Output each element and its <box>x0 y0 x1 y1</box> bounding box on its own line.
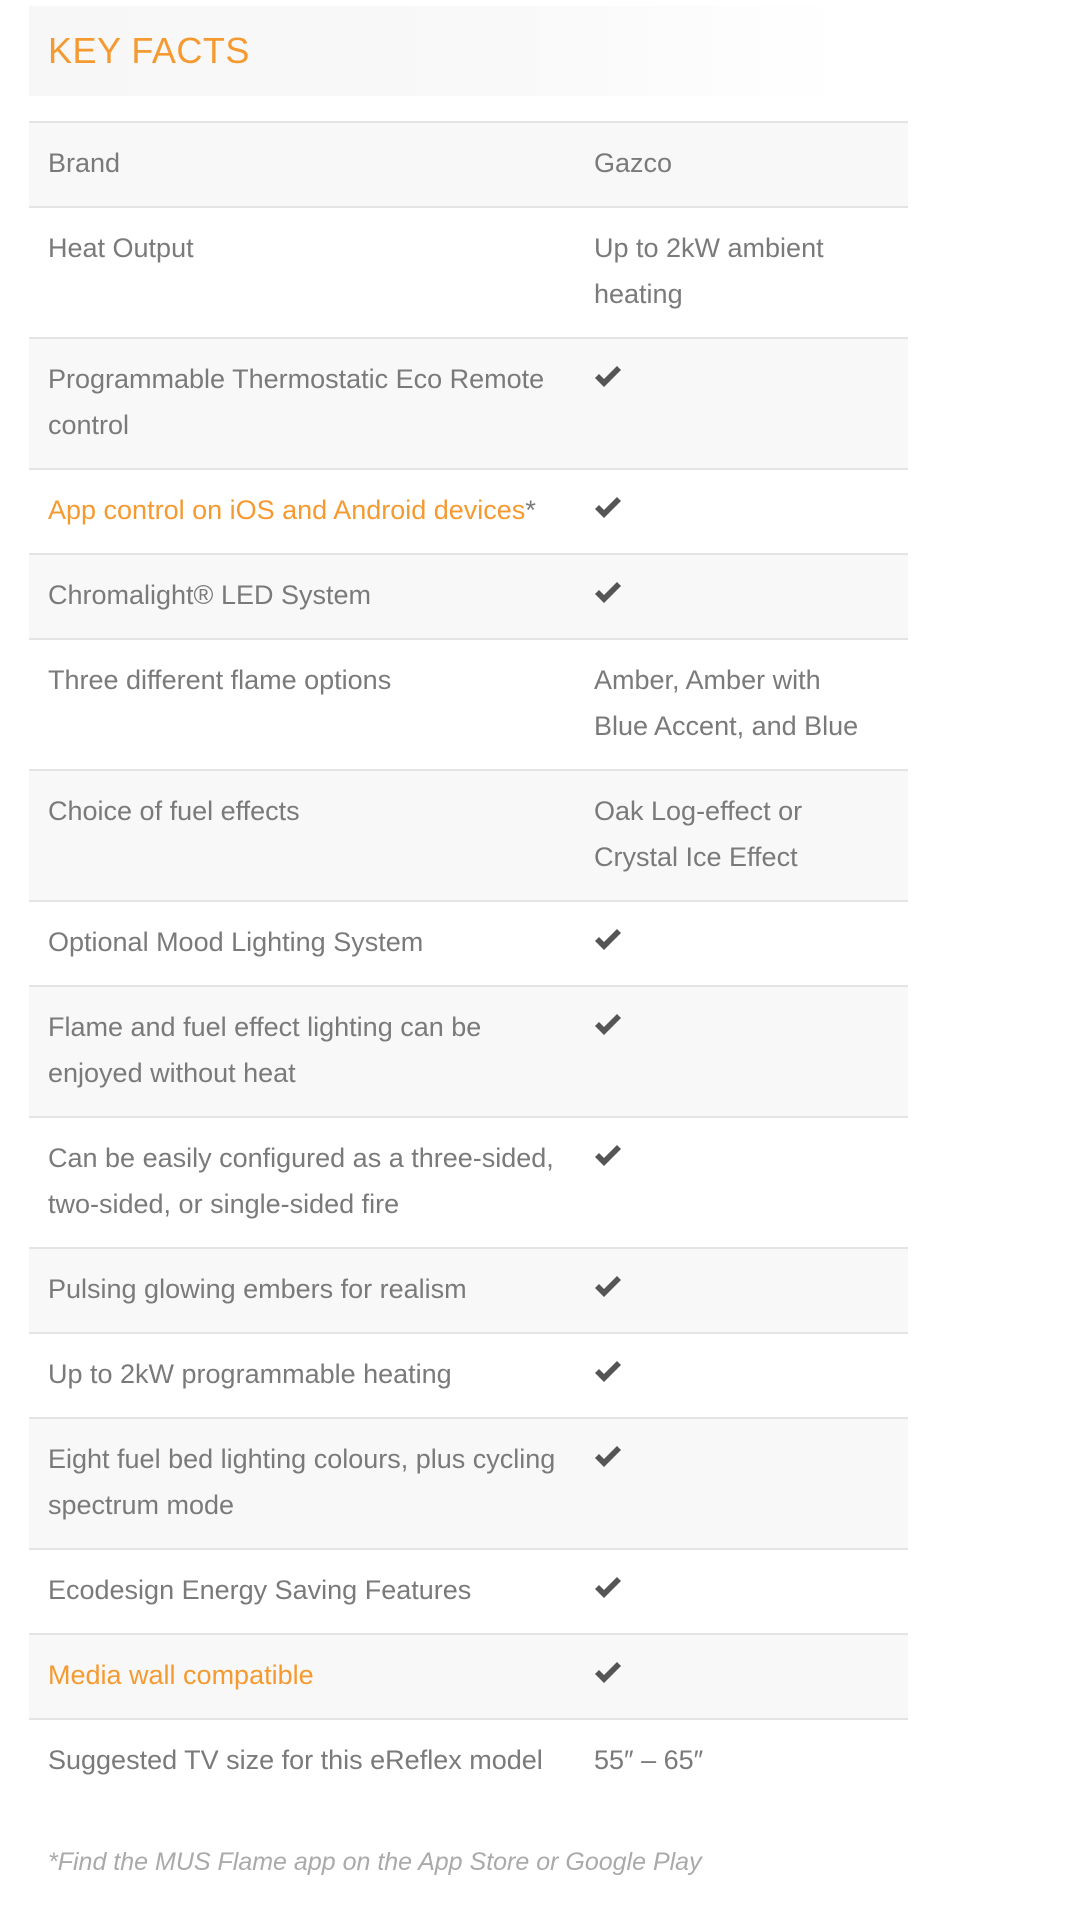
fact-label: Brand <box>48 148 121 178</box>
fact-value-cell <box>594 1634 908 1719</box>
fact-label: Programmable Thermostatic Eco Remote control <box>48 364 545 440</box>
fact-value-cell <box>594 1248 908 1333</box>
checkmark-icon <box>594 496 622 520</box>
key-facts-title: KEY FACTS <box>48 30 250 71</box>
fact-label-cell <box>29 122 594 207</box>
fact-label: Suggested TV size for this eReflex model <box>48 1745 543 1775</box>
table-row <box>29 1418 908 1549</box>
fact-label: Three different flame options <box>48 665 392 695</box>
fact-label: Choice of fuel effects <box>48 796 300 826</box>
fact-label-cell <box>29 1549 594 1634</box>
fact-value-cell <box>594 469 908 554</box>
table-row <box>29 554 908 639</box>
fact-value-cell <box>594 1333 908 1418</box>
checkmark-icon <box>594 1275 622 1299</box>
table-row <box>29 639 908 770</box>
fact-value: Gazco <box>594 148 673 178</box>
fact-value: Amber, Amber with Blue Accent, and Blue <box>594 665 859 741</box>
fact-label-cell <box>29 1719 594 1803</box>
table-row <box>29 338 908 469</box>
table-row <box>29 1719 908 1803</box>
checkmark-icon <box>594 1360 622 1384</box>
table-row <box>29 1333 908 1418</box>
fact-value: 55″ – 65″ <box>594 1745 704 1775</box>
fact-label-cell <box>29 901 594 986</box>
key-facts-header <box>29 6 849 96</box>
fact-label-cell <box>29 1634 594 1719</box>
fact-label-suffix: * <box>525 495 536 525</box>
table-row <box>29 986 908 1117</box>
fact-label: Flame and fuel effect lighting can be enjoyed without heat <box>48 1012 482 1088</box>
table-row <box>29 1549 908 1634</box>
table-row <box>29 469 908 554</box>
table-row <box>29 770 908 901</box>
fact-label-link[interactable]: App control on iOS and Android devices <box>48 495 526 525</box>
fact-value-cell <box>594 207 908 338</box>
fact-label: Up to 2kW programmable heating <box>48 1359 452 1389</box>
fact-label: Eight fuel bed lighting colours, plus cycling spectrum mode <box>48 1444 556 1520</box>
checkmark-icon <box>594 1013 622 1037</box>
fact-value-cell <box>594 122 908 207</box>
fact-value-cell <box>594 770 908 901</box>
fact-value: Up to 2kW ambient heating <box>594 233 824 309</box>
checkmark-icon <box>594 1576 622 1600</box>
fact-value-cell <box>594 639 908 770</box>
fact-value-cell <box>594 1719 908 1803</box>
fact-label-cell <box>29 1333 594 1418</box>
table-row <box>29 1117 908 1248</box>
fact-value: Oak Log-effect or Crystal Ice Effect <box>594 796 803 872</box>
fact-label-cell <box>29 770 594 901</box>
fact-label-cell <box>29 986 594 1117</box>
table-row <box>29 901 908 986</box>
key-facts-table <box>29 121 908 1803</box>
fact-label: Ecodesign Energy Saving Features <box>48 1575 472 1605</box>
checkmark-icon <box>594 1144 622 1168</box>
table-row <box>29 207 908 338</box>
checkmark-icon <box>594 1661 622 1685</box>
fact-label-cell <box>29 207 594 338</box>
checkmark-icon <box>594 581 622 605</box>
table-row <box>29 1248 908 1333</box>
fact-value-cell <box>594 1418 908 1549</box>
fact-label-cell <box>29 639 594 770</box>
fact-label-link[interactable]: Media wall compatible <box>48 1660 314 1690</box>
fact-label-cell <box>29 1117 594 1248</box>
checkmark-icon <box>594 1445 622 1469</box>
table-row <box>29 1634 908 1719</box>
checkmark-icon <box>594 928 622 952</box>
footnote: *Find the MUS Flame app on the App Store or Google Play <box>48 1848 702 1876</box>
fact-label-cell <box>29 1248 594 1333</box>
fact-label-cell <box>29 338 594 469</box>
fact-value-cell <box>594 338 908 469</box>
fact-value-cell <box>594 1549 908 1634</box>
fact-label-cell <box>29 1418 594 1549</box>
fact-value-cell <box>594 901 908 986</box>
fact-value-cell <box>594 986 908 1117</box>
fact-label: Chromalight® LED System <box>48 580 371 610</box>
table-row <box>29 122 908 207</box>
fact-label-cell <box>29 554 594 639</box>
key-facts-table-body <box>29 122 908 1803</box>
fact-label: Optional Mood Lighting System <box>48 927 424 957</box>
fact-label: Heat Output <box>48 233 194 263</box>
checkmark-icon <box>594 365 622 389</box>
fact-label: Can be easily configured as a three-sided, two-sided, or single-sided fire <box>48 1143 554 1219</box>
fact-value-cell <box>594 554 908 639</box>
fact-label-cell <box>29 469 594 554</box>
fact-value-cell <box>594 1117 908 1248</box>
fact-label: Pulsing glowing embers for realism <box>48 1274 467 1304</box>
